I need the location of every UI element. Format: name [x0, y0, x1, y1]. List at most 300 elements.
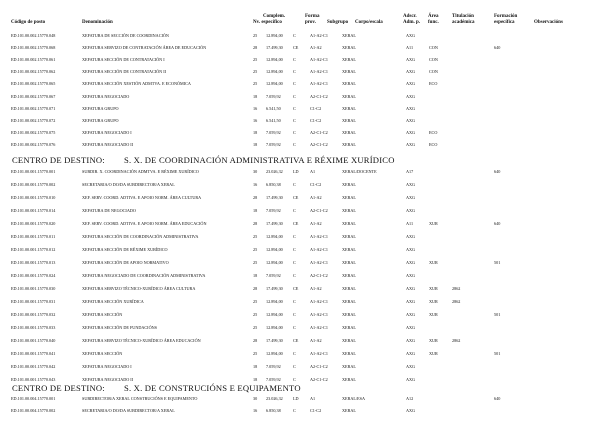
cell-denominacion: XEFATURA DE SECCIÓN DE COORDINACIÓN	[82, 33, 169, 38]
cell-adscripcion: AXG	[406, 182, 416, 187]
cell-code: ED.101.00.002.15770.062	[11, 69, 56, 74]
cell-code: ED.101.00.002.15770.067	[11, 94, 56, 99]
cell-code: ED.101.00.002.15770.065	[11, 81, 56, 86]
cell-subgrupo: A1	[310, 169, 316, 174]
cell-denominacion: XEFATURA DE NEGOCIADO	[82, 208, 136, 213]
cell-code: ED.101.00.001.15770.012	[11, 247, 56, 252]
cell-forma: C	[293, 364, 296, 369]
cell-denominacion: XEFATURA NEGOCIADO DE COORDINACIÓN ADMINISTRATIVA	[82, 273, 206, 278]
cell-forma: CE	[293, 195, 299, 200]
cell-nivel: 18	[253, 208, 258, 213]
cell-nivel: 25	[253, 260, 258, 265]
cell-area: CON	[429, 45, 438, 50]
table-row	[0, 140, 615, 149]
cell-code: ED.101.00.001.15770.031	[11, 299, 56, 304]
cell-denominacion: XEFATURA SERVIZO DE CONTRATACIÓN ÁREA DE EDUCACIÓN	[82, 45, 207, 50]
cell-code: ED.101.00.004.15770.001	[11, 396, 56, 401]
cell-denominacion: XEFATURA SECCIÓN XURÍDICA	[82, 299, 144, 304]
cell-code: ED.101.00.001.15770.040	[11, 338, 56, 343]
cell-corpo: XERAL	[342, 182, 356, 187]
cell-forma: C	[293, 208, 296, 213]
table-row	[0, 362, 615, 371]
cell-nivel: 25	[253, 33, 258, 38]
cell-especifico: 23.026,32	[266, 396, 283, 401]
cell-subgrupo: A1-A2-C1	[310, 57, 328, 62]
table-row	[0, 310, 615, 319]
cell-corpo: XERAL	[342, 273, 356, 278]
section-title: S. X. DE CONSTRUCIÓNS E EQUIPAMENTO	[124, 383, 301, 393]
cell-adscripcion: A17	[406, 169, 414, 174]
table-row	[0, 232, 615, 241]
cell-forma: C	[293, 299, 296, 304]
cell-corpo: XERAL	[342, 118, 356, 123]
table-row	[0, 104, 615, 113]
cell-adscripcion: AXG	[406, 312, 416, 317]
cell-code: ED.101.00.002.15770.061	[11, 57, 56, 62]
cell-especifico: 6.850,38	[266, 182, 281, 187]
cell-especifico: 12.894,00	[266, 234, 283, 239]
cell-nivel: 25	[253, 234, 258, 239]
cell-especifico: 6.541,50	[266, 106, 281, 111]
cell-corpo: XERAL	[342, 247, 356, 252]
cell-code: ED.101.00.001.15770.014	[11, 208, 56, 213]
cell-forma: LD	[293, 396, 299, 401]
cell-nivel: 16	[253, 118, 258, 123]
cell-especifico: 17.499,30	[266, 45, 283, 50]
cell-area: XUR	[429, 221, 438, 226]
cell-forma: C	[293, 81, 296, 86]
header-adscr: Adscr.	[403, 14, 417, 19]
cell-especifico: 12.894,00	[266, 351, 283, 356]
cell-nivel: 16	[253, 106, 258, 111]
cell-formacion: 640	[494, 221, 501, 226]
cell-especifico: 12.894,00	[266, 33, 283, 38]
cell-adscripcion: AXG	[406, 273, 416, 278]
cell-corpo: XERAL	[342, 408, 356, 413]
cell-especifico: 7.059,92	[266, 130, 281, 135]
cell-corpo: XERAL	[342, 142, 356, 147]
cell-formacion: 501	[494, 312, 501, 317]
cell-nivel: 18	[253, 364, 258, 369]
cell-nivel: 18	[253, 142, 258, 147]
table-row	[0, 67, 615, 76]
header-adm-p: Adm. p.	[403, 20, 421, 25]
header-observacions: Observacións	[534, 20, 563, 25]
cell-nivel: 16	[253, 408, 258, 413]
cell-area: XUR	[429, 299, 438, 304]
cell-adscripcion: AXG	[406, 377, 416, 382]
cell-forma: C	[293, 377, 296, 382]
table-row	[0, 258, 615, 267]
cell-especifico: 12.894,00	[266, 247, 283, 252]
cell-denominacion: XEF. SERV. COORD. ADTIVA. E APOIO NORM. ÁREA CULTURA	[82, 195, 202, 200]
header-nivel-especifico: Nv. específico	[253, 20, 282, 25]
cell-adscripcion: AXG	[406, 195, 416, 200]
cell-adscripcion: A12	[406, 396, 414, 401]
cell-corpo: XERAL	[342, 299, 356, 304]
cell-denominacion: XEFATURA NEGOCIADO I	[82, 364, 132, 369]
cell-code: ED.101.00.002.15770.075	[11, 130, 56, 135]
cell-code: ED.101.00.001.15770.002	[11, 182, 56, 187]
cell-subgrupo: C1-C2	[310, 106, 322, 111]
cell-adscripcion: AXG	[406, 106, 416, 111]
cell-forma: C	[293, 57, 296, 62]
cell-subgrupo: A1-A2-C1	[310, 299, 328, 304]
cell-nivel: 28	[253, 286, 258, 291]
header-func: func.	[428, 20, 439, 25]
cell-nivel: 18	[253, 130, 258, 135]
cell-subgrupo: A1-A2-C1	[310, 81, 328, 86]
cell-corpo: XERAL	[342, 377, 356, 382]
cell-corpo: XERAL	[342, 69, 356, 74]
cell-subgrupo: A2-C1-C2	[310, 377, 328, 382]
table-row	[0, 349, 615, 358]
cell-subgrupo: A2-C1-C2	[310, 142, 328, 147]
cell-subgrupo: A1-A2-C1	[310, 351, 328, 356]
cell-corpo: XERAL	[342, 33, 356, 38]
cell-corpo: XERAL	[342, 208, 356, 213]
cell-code: ED.101.00.001.15770.042	[11, 364, 56, 369]
cell-forma: LD	[293, 169, 299, 174]
cell-forma: C	[293, 118, 296, 123]
cell-especifico: 7.059,92	[266, 364, 281, 369]
cell-nivel: 25	[253, 81, 258, 86]
cell-forma: C	[293, 182, 296, 187]
cell-forma: C	[293, 69, 296, 74]
cell-forma: C	[293, 273, 296, 278]
cell-adscripcion: AXG	[406, 142, 416, 147]
cell-forma: C	[293, 234, 296, 239]
cell-subgrupo: A1-A2	[310, 338, 322, 343]
cell-area: ECO	[429, 130, 438, 135]
section-label: CENTRO DE DESTINO:	[12, 155, 105, 165]
cell-code: ED.101.00.001.15770.032	[11, 312, 56, 317]
cell-code: ED.101.00.002.15770.076	[11, 142, 56, 147]
cell-adscripcion: AXG	[406, 81, 416, 86]
cell-nivel: 25	[253, 57, 258, 62]
cell-adscripcion: AXG	[406, 299, 416, 304]
cell-especifico: 7.059,92	[266, 377, 281, 382]
cell-forma: C	[293, 408, 296, 413]
cell-corpo: XERAL/DOCENTE	[342, 169, 377, 174]
cell-subgrupo: C1-C2	[310, 118, 322, 123]
cell-area: XUR	[429, 351, 438, 356]
cell-area: XUR	[429, 260, 438, 265]
cell-especifico: 7.059,92	[266, 208, 281, 213]
cell-especifico: 17.499,30	[266, 286, 283, 291]
cell-denominacion: XEFATURA SECCIÓN	[82, 312, 123, 317]
cell-nivel: 18	[253, 94, 258, 99]
cell-code: ED.101.00.001.15770.011	[11, 234, 56, 239]
header-denominacion: Denominación	[82, 20, 113, 25]
cell-denominacion: XEFATURA SECCIÓN DE CONTRATACIÓN II	[82, 69, 167, 74]
cell-forma: C	[293, 33, 296, 38]
cell-code: ED.101.00.002.15770.068	[11, 45, 56, 50]
header-formacion: Formación	[494, 14, 518, 19]
cell-forma: C	[293, 247, 296, 252]
cell-especifico: 7.059,92	[266, 142, 281, 147]
cell-adscripcion: A11	[406, 45, 414, 50]
cell-denominacion: XEFATURA NEGOCIADO I	[82, 130, 132, 135]
cell-especifico: 12.894,00	[266, 299, 283, 304]
cell-adscripcion: AXG	[406, 364, 416, 369]
cell-subgrupo: A2-C1-C2	[310, 94, 328, 99]
table-row	[0, 79, 615, 88]
header-complemento: Complem.	[263, 14, 286, 19]
cell-denominacion: XEFATURA SERVIZO TÉCNICO-XURÍDICO ÁREA CULTURA	[82, 286, 196, 291]
cell-subgrupo: A1	[310, 396, 316, 401]
cell-subgrupo: A1-A2-C1	[310, 260, 328, 265]
cell-subgrupo: A1-A2	[310, 195, 322, 200]
table-row	[0, 245, 615, 254]
cell-nivel: 25	[253, 299, 258, 304]
cell-code: ED.101.00.001.15770.033	[11, 325, 56, 330]
cell-corpo: XERAL	[342, 286, 356, 291]
cell-denominacion: XEFATURA NEGOCIADO II	[82, 142, 134, 147]
cell-code: ED.101.00.002.15770.072	[11, 118, 56, 123]
cell-subgrupo: A1-A2-C1	[310, 69, 328, 74]
cell-area: ECO	[429, 81, 438, 86]
header-area: Área	[428, 14, 439, 19]
cell-corpo: XERAL	[342, 364, 356, 369]
cell-titulacion: 2862	[452, 338, 461, 343]
header-titulacion: Titulación	[452, 14, 474, 19]
cell-subgrupo: A2-C1-C2	[310, 130, 328, 135]
cell-forma: C	[293, 142, 296, 147]
cell-corpo: XERAL	[342, 351, 356, 356]
cell-especifico: 12.894,00	[266, 81, 283, 86]
cell-especifico: 17.499,30	[266, 338, 283, 343]
cell-corpo: XERAL	[342, 81, 356, 86]
cell-denominacion: XEF. SERV. COORD. ADTIVA. E APOIO NORM. ÁREA EDUCACIÓN	[82, 221, 207, 226]
cell-forma: C	[293, 94, 296, 99]
cell-adscripcion: AXG	[406, 408, 416, 413]
cell-especifico: 12.894,00	[266, 325, 283, 330]
cell-corpo: XERAL	[342, 57, 356, 62]
cell-nivel: 30	[253, 396, 258, 401]
cell-especifico: 6.850,38	[266, 408, 281, 413]
cell-corpo: XERAL/ESA	[342, 396, 366, 401]
cell-subgrupo: A1-A2	[310, 286, 322, 291]
cell-subgrupo: A1-A2-C1	[310, 234, 328, 239]
cell-denominacion: XEFATURA NEGOCIADO	[82, 94, 130, 99]
cell-adscripcion: AXG	[406, 118, 416, 123]
cell-adscripcion: AXG	[406, 69, 416, 74]
cell-code: ED.101.00.001.15770.041	[11, 351, 56, 356]
cell-area: XUR	[429, 312, 438, 317]
cell-subgrupo: A1-A2-C1	[310, 247, 328, 252]
section-title: S. X. DE COORDINACIÓN ADMINISTRATIVA E RÉXIME XURÍDICO	[124, 155, 395, 165]
table-row	[0, 271, 615, 280]
cell-nivel: 18	[253, 377, 258, 382]
header-academica: académica	[452, 20, 475, 25]
cell-corpo: XERAL	[342, 221, 356, 226]
table-row	[0, 206, 615, 215]
cell-adscripcion: A11	[406, 221, 414, 226]
cell-corpo: XERAL	[342, 94, 356, 99]
cell-forma: CE	[293, 338, 299, 343]
cell-code: ED.101.00.002.15770.071	[11, 106, 56, 111]
cell-especifico: 17.499,30	[266, 221, 283, 226]
cell-formacion: 501	[494, 260, 501, 265]
cell-denominacion: XEFATURA SERVIZO TÉCNICO-XURÍDICO ÁREA EDUCACIÓN	[82, 338, 201, 343]
cell-corpo: XERAL	[342, 260, 356, 265]
cell-area: ECO	[429, 142, 438, 147]
cell-adscripcion: AXG	[406, 351, 416, 356]
cell-corpo: XERAL	[342, 45, 356, 50]
cell-subgrupo: A1-A2-C1	[310, 312, 328, 317]
cell-forma: CE	[293, 221, 299, 226]
cell-subgrupo: A2-C1-C2	[310, 364, 328, 369]
cell-subgrupo: A2-C1-C2	[310, 273, 328, 278]
cell-nivel: 25	[253, 69, 258, 74]
cell-adscripcion: AXG	[406, 234, 416, 239]
cell-corpo: XERAL	[342, 325, 356, 330]
table-row	[0, 92, 615, 101]
cell-especifico: 23.026,32	[266, 169, 283, 174]
section-label: CENTRO DE DESTINO:	[12, 383, 105, 393]
cell-code: ED.101.00.001.15770.001	[11, 169, 56, 174]
cell-area: CON	[429, 69, 438, 74]
cell-code: ED.101.00.001.15770.010	[11, 195, 56, 200]
cell-forma: C	[293, 351, 296, 356]
cell-code: ED.101.00.001.15770.024	[11, 273, 56, 278]
cell-forma: C	[293, 325, 296, 330]
table-row	[0, 128, 615, 137]
cell-corpo: XERAL	[342, 130, 356, 135]
table-row	[0, 284, 615, 293]
cell-formacion: 640	[494, 396, 501, 401]
cell-nivel: 16	[253, 182, 258, 187]
cell-adscripcion: AXG	[406, 286, 416, 291]
cell-code: ED.101.00.004.15770.002	[11, 408, 56, 413]
cell-adscripcion: AXG	[406, 247, 416, 252]
cell-formacion: 501	[494, 351, 501, 356]
cell-adscripcion: AXG	[406, 325, 416, 330]
cell-adscripcion: AXG	[406, 33, 416, 38]
header-corpo-escala: Corpo/escala	[355, 20, 383, 25]
cell-denominacion: SUBDIR. X. COORDINACIÓN ADMTVA. E RÉXIME XURÍDICO	[82, 169, 199, 174]
cell-especifico: 12.894,00	[266, 260, 283, 265]
cell-adscripcion: AXG	[406, 130, 416, 135]
cell-subgrupo: C1-C2	[310, 408, 322, 413]
cell-subgrupo: A1-A2-C1	[310, 33, 328, 38]
cell-corpo: XERAL	[342, 312, 356, 317]
table-row	[0, 406, 615, 415]
header-especifica: específica	[494, 20, 515, 25]
cell-adscripcion: AXG	[406, 57, 416, 62]
cell-nivel: 25	[253, 247, 258, 252]
table-row	[0, 323, 615, 332]
cell-code: ED.101.00.001.15770.030	[11, 286, 56, 291]
cell-titulacion: 2862	[452, 299, 461, 304]
cell-formacion: 640	[494, 45, 501, 50]
cell-area: XUR	[429, 338, 438, 343]
header-prov: prov.	[305, 20, 316, 25]
cell-code: ED.101.00.001.15770.043	[11, 377, 56, 382]
cell-code: ED.101.00.001.15770.020	[11, 221, 56, 226]
cell-nivel: 18	[253, 273, 258, 278]
cell-nivel: 28	[253, 195, 258, 200]
cell-denominacion: XEFATURA SECCIÓN DE CONTRATACIÓN I	[82, 57, 165, 62]
cell-nivel: 25	[253, 312, 258, 317]
cell-corpo: XERAL	[342, 195, 356, 200]
cell-nivel: 25	[253, 351, 258, 356]
cell-especifico: 6.541,50	[266, 118, 281, 123]
header-forma: Forma	[305, 14, 320, 19]
cell-especifico: 7.059,92	[266, 94, 281, 99]
cell-forma: C	[293, 106, 296, 111]
cell-nivel: 28	[253, 45, 258, 50]
cell-subgrupo: A1-A2-C1	[310, 325, 328, 330]
cell-corpo: XERAL	[342, 106, 356, 111]
table-row	[0, 31, 615, 40]
table-row	[0, 394, 615, 403]
cell-area: CON	[429, 57, 438, 62]
cell-subgrupo: C1-C2	[310, 182, 322, 187]
table-row	[0, 116, 615, 125]
table-row	[0, 167, 615, 176]
cell-subgrupo: A1-A2	[310, 221, 322, 226]
cell-denominacion: XEFATURA SECCIÓN DE APOIO NORMATIVO	[82, 260, 169, 265]
cell-denominacion: XEFATURA GRUPO	[82, 106, 119, 111]
table-row	[0, 336, 615, 345]
section-heading	[12, 155, 395, 165]
table-row	[0, 219, 615, 228]
cell-formacion: 640	[494, 169, 501, 174]
table-row	[0, 55, 615, 64]
cell-subgrupo: A1-A2	[310, 45, 322, 50]
cell-denominacion: SUBDIRECTOR/A XERAL CONSTRUCIÓNS E EQUIPAMENTO	[82, 396, 198, 401]
cell-forma: C	[293, 312, 296, 317]
cell-denominacion: XEFATURA SECCIÓN XESTIÓN ADMTVA. E ECONÓMICA	[82, 81, 191, 86]
cell-nivel: 28	[253, 338, 258, 343]
cell-denominacion: XEFATURA GRUPO	[82, 118, 119, 123]
table-row	[0, 43, 615, 52]
cell-especifico: 12.894,00	[266, 312, 283, 317]
table-row	[0, 297, 615, 306]
cell-forma: CE	[293, 45, 299, 50]
cell-forma: C	[293, 130, 296, 135]
cell-especifico: 12.894,00	[266, 69, 283, 74]
cell-code: ED.101.00.002.15770.048	[11, 33, 56, 38]
cell-code: ED.101.00.001.15770.013	[11, 260, 56, 265]
cell-denominacion: SECRETARIA/O DO/DA SUBDIRECTOR/A XERAL	[82, 182, 175, 187]
cell-denominacion: XEFATURA SECCIÓN DE FUNDACIÓNS	[82, 325, 157, 330]
cell-subgrupo: A2-C1-C2	[310, 208, 328, 213]
cell-denominacion: XEFATURA SECCIÓN DE RÉXIME XURÍDICO	[82, 247, 168, 252]
header-codigo: Código de posto	[11, 20, 46, 25]
cell-nivel: 28	[253, 221, 258, 226]
cell-adscripcion: AXG	[406, 338, 416, 343]
header-subgrupo: Subgrupo	[327, 20, 349, 25]
cell-nivel: 30	[253, 169, 258, 174]
cell-adscripcion: AXG	[406, 94, 416, 99]
cell-adscripcion: AXG	[406, 208, 416, 213]
cell-adscripcion: AXG	[406, 260, 416, 265]
section-heading	[12, 383, 301, 393]
cell-forma: CE	[293, 286, 299, 291]
cell-titulacion: 2862	[452, 286, 461, 291]
cell-corpo: XERAL	[342, 234, 356, 239]
cell-especifico: 7.059,92	[266, 273, 281, 278]
cell-forma: C	[293, 260, 296, 265]
cell-corpo: XERAL	[342, 338, 356, 343]
cell-especifico: 17.499,30	[266, 195, 283, 200]
cell-especifico: 12.894,00	[266, 57, 283, 62]
cell-nivel: 25	[253, 325, 258, 330]
table-row	[0, 180, 615, 189]
